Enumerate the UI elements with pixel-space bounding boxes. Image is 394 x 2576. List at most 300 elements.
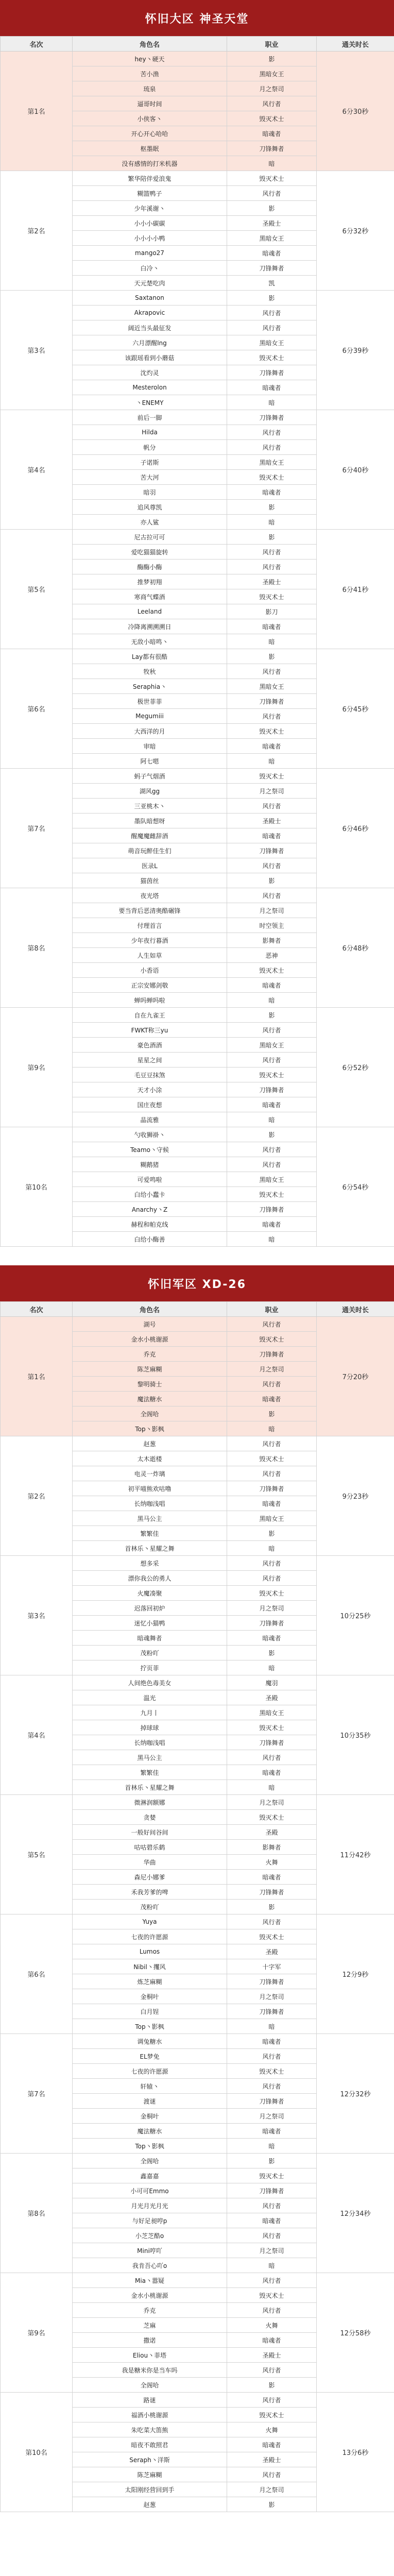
rank-header: 名次	[1, 37, 73, 52]
class-cell: 月之祭司	[227, 1362, 317, 1377]
character-name-cell: Mesterolon	[73, 380, 227, 395]
server-section	[0, 1265, 394, 2512]
class-cell: 影	[227, 649, 317, 664]
table-row	[1, 2154, 394, 2168]
class-cell: 影	[227, 500, 317, 515]
class-cell: 风行者	[227, 2198, 317, 2213]
clear-time-cell: 6分32秒	[317, 171, 394, 291]
class-cell: 刀锋舞者	[227, 694, 317, 709]
character-name-cell: 人生如草	[73, 948, 227, 963]
class-cell: 毁灭术士	[227, 589, 317, 604]
character-name-cell: 白给小蠢卡	[73, 1187, 227, 1202]
character-name-cell: 湖号	[73, 1317, 227, 1332]
class-cell: 暗魂者	[227, 126, 317, 141]
character-name-cell: 鑫嘉嘉	[73, 2168, 227, 2183]
class-cell: 毁灭术士	[227, 724, 317, 739]
class-cell: 月之祭司	[227, 2482, 317, 2497]
class-cell: 刀锋舞者	[227, 2094, 317, 2109]
class-cell: 毁灭术士	[227, 171, 317, 186]
character-name-cell: 七夜的许愿源	[73, 2064, 227, 2079]
rank-cell: 第7名	[1, 2034, 73, 2154]
class-cell: 暗魂者	[227, 828, 317, 843]
class-cell: 恶神	[227, 948, 317, 963]
class-cell: 影	[227, 2497, 317, 2512]
table-row	[1, 649, 394, 664]
clear-time-cell: 6分45秒	[317, 649, 394, 769]
rank-cell: 第1名	[1, 52, 73, 171]
character-name-cell: 正宗安娜剑敬	[73, 978, 227, 993]
character-name-cell: 拧页菲	[73, 1660, 227, 1675]
class-cell: 暗魂者	[227, 1870, 317, 1885]
class-header: 职业	[227, 37, 317, 52]
class-cell: 圣殿士	[227, 2348, 317, 2363]
section-gap	[0, 1247, 394, 1265]
character-name-cell: 电灵一炸璃	[73, 1466, 227, 1481]
time-header: 通关时长	[317, 37, 394, 52]
class-cell: 影	[227, 1406, 317, 1421]
character-name-cell: 牧秋	[73, 664, 227, 679]
class-cell: 影	[227, 1526, 317, 1541]
class-cell: 暗	[227, 634, 317, 649]
character-name-cell: 苦大河	[73, 470, 227, 485]
rank-cell: 第5名	[1, 530, 73, 649]
class-cell: 毁灭术士	[227, 350, 317, 365]
character-name-cell: 小香语	[73, 963, 227, 978]
table-header-row	[1, 1302, 394, 1317]
class-cell: 风行者	[227, 858, 317, 873]
class-cell: 毁灭术士	[227, 1451, 317, 1466]
character-name-cell: 掉球球	[73, 1720, 227, 1735]
character-name-cell: 琉泉	[73, 81, 227, 96]
clear-time-cell: 12分34秒	[317, 2154, 394, 2273]
character-name-cell: 长纳咖浅唱	[73, 1496, 227, 1511]
class-cell: 暗魂者	[227, 2124, 317, 2139]
class-cell: 暗魂者	[227, 739, 317, 754]
class-cell: 火舞	[227, 2422, 317, 2437]
character-name-cell: 撒诺	[73, 2333, 227, 2348]
class-cell: 风行者	[227, 1571, 317, 1586]
class-cell: 暗	[227, 1112, 317, 1127]
section-title: 怀旧大区 神圣天堂	[0, 0, 394, 36]
class-cell: 毁灭术士	[227, 1332, 317, 1347]
section-title: 怀旧军区 XD-26	[0, 1265, 394, 1301]
character-name-cell: 福酒小桃谢源	[73, 2408, 227, 2422]
character-name-cell: 迟落回初炉	[73, 1601, 227, 1616]
class-cell: 影	[227, 1646, 317, 1660]
character-name-cell: 猫茵丝	[73, 873, 227, 888]
table-row	[1, 1127, 394, 1142]
class-cell: 风行者	[227, 186, 317, 201]
class-cell: 风行者	[227, 2363, 317, 2378]
class-cell: 暗魂者	[227, 1631, 317, 1646]
character-name-cell: 蝉吗蝉吗啦	[73, 993, 227, 1008]
character-name-cell: 白给小酶善	[73, 1232, 227, 1247]
character-name-cell: 魔法糖水	[73, 1392, 227, 1406]
character-name-cell: 芝麻	[73, 2318, 227, 2333]
class-cell: 风行者	[227, 320, 317, 335]
class-cell: 风行者	[227, 1750, 317, 1765]
class-cell: 刀锋舞者	[227, 1481, 317, 1496]
character-name-cell: 小可可Emmo	[73, 2183, 227, 2198]
character-name-cell: 微淋润额娜	[73, 1795, 227, 1810]
table-row	[1, 410, 394, 425]
class-cell: 刀锋舞者	[227, 410, 317, 425]
character-name-cell: 七夜的许愿源	[73, 1929, 227, 1944]
character-name-cell: 逼哥时间	[73, 96, 227, 111]
rank-header: 名次	[1, 1302, 73, 1317]
class-cell: 影	[227, 2154, 317, 2168]
class-cell: 刀锋舞者	[227, 1202, 317, 1217]
character-name-cell: Top丶影枫	[73, 1421, 227, 1436]
character-name-cell: 要当背后恶清奥酷碾锋	[73, 903, 227, 918]
table-row	[1, 888, 394, 903]
class-cell: 暗魂者	[227, 1496, 317, 1511]
class-cell: 影	[227, 291, 317, 306]
class-cell: 刀锋舞者	[227, 1347, 317, 1362]
ranking-table	[0, 1301, 394, 2512]
class-cell: 暗魂者	[227, 619, 317, 634]
character-name-cell: 首林乐丶星耀之舞	[73, 1541, 227, 1556]
class-cell: 火舞	[227, 1855, 317, 1870]
class-cell: 风行者	[227, 1466, 317, 1481]
class-cell: 刀锋舞者	[227, 141, 317, 156]
class-cell: 暗	[227, 1421, 317, 1436]
class-cell: 影	[227, 1900, 317, 1914]
character-name-cell: 六月漂醒lng	[73, 335, 227, 350]
class-cell: 十字军	[227, 1959, 317, 1974]
character-name-cell: Mia丶嚣疑	[73, 2273, 227, 2288]
character-name-cell: 全阁哈	[73, 2154, 227, 2168]
class-cell: 风行者	[227, 1053, 317, 1067]
character-name-cell: Hilda	[73, 425, 227, 440]
character-name-cell: 一般好间谷间	[73, 1825, 227, 1840]
class-cell: 影	[227, 2378, 317, 2393]
class-cell: 影	[227, 201, 317, 216]
class-cell: 风行者	[227, 888, 317, 903]
character-name-cell: 可爱鸣啦	[73, 1172, 227, 1187]
clear-time-cell: 12分58秒	[317, 2273, 394, 2393]
character-name-cell: 墨队暗想呀	[73, 814, 227, 828]
character-name-cell: 咕咕碧乐鹤	[73, 1840, 227, 1855]
name-header: 角色名	[73, 1302, 227, 1317]
character-name-cell: 帆分	[73, 440, 227, 455]
class-cell: 暗魂者	[227, 2213, 317, 2228]
class-cell: 影	[227, 873, 317, 888]
time-header: 通关时长	[317, 1302, 394, 1317]
class-cell: 风行者	[227, 1377, 317, 1392]
class-cell: 魔羽	[227, 1675, 317, 1690]
character-name-cell: 黑马公主	[73, 1511, 227, 1526]
character-name-cell: 繁华陪伴爱浪鬼	[73, 171, 227, 186]
character-name-cell: 黑马公主	[73, 1750, 227, 1765]
character-name-cell: 我是糖米你是当车吗	[73, 2363, 227, 2378]
table-row	[1, 1556, 394, 1571]
class-cell: 风行者	[227, 1436, 317, 1451]
class-cell: 圣殿士	[227, 574, 317, 589]
character-name-cell: 白冷丶	[73, 261, 227, 276]
character-name-cell: 赵葱	[73, 1436, 227, 1451]
class-cell: 风行者	[227, 1142, 317, 1157]
character-name-cell: 醒魔魔雌辞酒	[73, 828, 227, 843]
character-name-cell: 迷忆小猫鸭	[73, 1616, 227, 1631]
class-cell: 风行者	[227, 2393, 317, 2408]
class-cell: 影	[227, 1127, 317, 1142]
character-name-cell: 糊鹅猪	[73, 1157, 227, 1172]
class-cell: 月之祭司	[227, 2109, 317, 2124]
character-name-cell: 极世菲菲	[73, 694, 227, 709]
class-cell: 风行者	[227, 425, 317, 440]
character-name-cell: 小侠客丶	[73, 111, 227, 126]
character-name-cell: 天元楚吃肉	[73, 276, 227, 291]
class-cell: 风行者	[227, 440, 317, 455]
character-name-cell: 小小小小鸭	[73, 231, 227, 246]
table-row	[1, 2273, 394, 2288]
class-cell: 刀锋舞者	[227, 365, 317, 380]
class-cell: 风行者	[227, 306, 317, 320]
ranking-table	[0, 36, 394, 1247]
class-cell: 毁灭术士	[227, 1187, 317, 1202]
character-name-cell: 国庄夜想	[73, 1097, 227, 1112]
character-name-cell: 陈芝麻糊	[73, 2467, 227, 2482]
class-cell: 刀锋舞者	[227, 1616, 317, 1631]
character-name-cell: 月光月光月光	[73, 2198, 227, 2213]
class-cell: 刀锋舞者	[227, 2004, 317, 2019]
class-cell: 圣殿	[227, 1690, 317, 1705]
character-name-cell: 追风尊凯	[73, 500, 227, 515]
class-cell: 毁灭术士	[227, 1810, 317, 1825]
table-row	[1, 52, 394, 66]
character-name-cell: Saxtanon	[73, 291, 227, 306]
class-cell: 暗魂者	[227, 2437, 317, 2452]
character-name-cell: 想多采	[73, 1556, 227, 1571]
character-name-cell: Eliou丶菲塔	[73, 2348, 227, 2363]
clear-time-cell: 6分46秒	[317, 769, 394, 888]
clear-time-cell: 6分39秒	[317, 291, 394, 410]
clear-time-cell: 6分40秒	[317, 410, 394, 530]
character-name-cell: Megumiii	[73, 709, 227, 724]
rank-cell: 第5名	[1, 1795, 73, 1914]
character-name-cell: Seraphia丶	[73, 679, 227, 694]
class-cell: 毁灭术士	[227, 111, 317, 126]
character-name-cell: 路谜	[73, 2393, 227, 2408]
character-name-cell: Akrapovic	[73, 306, 227, 320]
character-name-cell: 湖风gg	[73, 784, 227, 799]
character-name-cell: 前后一脚	[73, 410, 227, 425]
class-cell: 暗	[227, 1541, 317, 1556]
class-cell: 黑暗女王	[227, 1511, 317, 1526]
class-cell: 暗	[227, 754, 317, 769]
class-cell: 凯	[227, 276, 317, 291]
character-name-cell: Yuya	[73, 1914, 227, 1929]
class-cell: 毁灭术士	[227, 1586, 317, 1601]
class-cell: 风行者	[227, 1157, 317, 1172]
class-cell: 黑暗女王	[227, 66, 317, 81]
character-name-cell: 三亚桃木丶	[73, 799, 227, 814]
clear-time-cell: 6分41秒	[317, 530, 394, 649]
class-cell: 暗	[227, 515, 317, 530]
class-cell: 风行者	[227, 2228, 317, 2243]
class-cell: 风行者	[227, 664, 317, 679]
character-name-cell: Teamo丶守候	[73, 1142, 227, 1157]
character-name-cell: 乔克	[73, 1347, 227, 1362]
character-name-cell: 自在九雀王	[73, 1008, 227, 1023]
name-header: 角色名	[73, 37, 227, 52]
character-name-cell: 繁繁佳	[73, 1526, 227, 1541]
character-name-cell: 金桐叶	[73, 1989, 227, 2004]
class-cell: 风行者	[227, 1023, 317, 1038]
class-cell: 暗魂者	[227, 246, 317, 261]
class-cell: 圣殿	[227, 1944, 317, 1959]
character-name-cell: 朱吃菜大笛熊	[73, 2422, 227, 2437]
class-cell: 暗	[227, 1232, 317, 1247]
character-name-cell: 小芝芝酷o	[73, 2228, 227, 2243]
class-cell: 毁灭术士	[227, 1067, 317, 1082]
character-name-cell: 森尼小娜爹	[73, 1870, 227, 1885]
character-name-cell: 金水小桃谢源	[73, 1332, 227, 1347]
class-cell: 风行者	[227, 560, 317, 574]
character-name-cell: 没有感情的打米机器	[73, 156, 227, 171]
character-name-cell: 太阳刚经营回到手	[73, 2482, 227, 2497]
character-name-cell: 渡谜	[73, 2094, 227, 2109]
rank-cell: 第6名	[1, 649, 73, 769]
class-cell: 火舞	[227, 2318, 317, 2333]
rank-cell: 第6名	[1, 1914, 73, 2034]
character-name-cell: 暗羽	[73, 485, 227, 500]
character-name-cell: 赵葱	[73, 2497, 227, 2512]
character-name-cell: 无敌小暗鸣丶	[73, 634, 227, 649]
character-name-cell: mango27	[73, 246, 227, 261]
clear-time-cell: 6分48秒	[317, 888, 394, 1008]
clear-time-cell: 12分9秒	[317, 1914, 394, 2034]
rank-cell: 第9名	[1, 1008, 73, 1127]
rank-cell: 第8名	[1, 888, 73, 1008]
class-cell: 风行者	[227, 1556, 317, 1571]
character-name-cell: 禾我芳爹的啤	[73, 1885, 227, 1900]
class-cell: 风行者	[227, 1914, 317, 1929]
character-name-cell: 金桐叶	[73, 2109, 227, 2124]
character-name-cell: 魔法糖水	[73, 2124, 227, 2139]
character-name-cell: Anarchy丶Z	[73, 1202, 227, 1217]
class-cell: 暗魂者	[227, 2333, 317, 2348]
clear-time-cell: 6分52秒	[317, 1008, 394, 1127]
class-header: 职业	[227, 1302, 317, 1317]
class-cell: 风行者	[227, 1317, 317, 1332]
character-name-cell: 星星之间	[73, 1053, 227, 1067]
table-row	[1, 530, 394, 545]
character-name-cell: 赫程和帕克线	[73, 1217, 227, 1232]
table-row	[1, 1795, 394, 1810]
class-cell: 毁灭术士	[227, 769, 317, 784]
character-name-cell: 首林乐丶星耀之舞	[73, 1780, 227, 1795]
table-row	[1, 1675, 394, 1690]
class-cell: 影	[227, 52, 317, 66]
class-cell: 黑暗女王	[227, 679, 317, 694]
character-name-cell: 小小小碳碳	[73, 216, 227, 231]
character-name-cell: 华曲	[73, 1855, 227, 1870]
class-cell: 毁灭术士	[227, 470, 317, 485]
clear-time-cell: 9分23秒	[317, 1436, 394, 1556]
character-name-cell: 调兔糖水	[73, 2034, 227, 2049]
character-name-cell: 温光	[73, 1690, 227, 1705]
server-section	[0, 0, 394, 1247]
character-name-cell: 子诺斯	[73, 455, 227, 470]
class-cell: 暗魂者	[227, 978, 317, 993]
character-name-cell: 金水小桃谢源	[73, 2288, 227, 2303]
class-cell: 圣殿士	[227, 216, 317, 231]
character-name-cell: 茂粉吖	[73, 1900, 227, 1914]
character-name-cell: 全阁哈	[73, 1406, 227, 1421]
character-name-cell: FWKT称三yu	[73, 1023, 227, 1038]
character-name-cell: hey丶硬天	[73, 52, 227, 66]
class-cell: 黑暗女王	[227, 455, 317, 470]
character-name-cell: 天才小涂	[73, 1082, 227, 1097]
table-row	[1, 1914, 394, 1929]
character-name-cell: 豪色酒酒	[73, 1038, 227, 1053]
class-cell: 月之祭司	[227, 903, 317, 918]
class-cell: 黑暗女王	[227, 335, 317, 350]
clear-time-cell: 10分25秒	[317, 1556, 394, 1675]
class-cell: 暗魂者	[227, 485, 317, 500]
class-cell: 风行者	[227, 2079, 317, 2094]
class-cell: 风行者	[227, 2273, 317, 2288]
class-cell: 暗魂者	[227, 380, 317, 395]
character-name-cell: 毛豆豆抹煞	[73, 1067, 227, 1082]
character-name-cell: 人间绝色毒美女	[73, 1675, 227, 1690]
character-name-cell: 审暗	[73, 739, 227, 754]
class-cell: 暗	[227, 1660, 317, 1675]
class-cell: 风行者	[227, 96, 317, 111]
character-name-cell: 长纳咖浅唱	[73, 1735, 227, 1750]
character-name-cell: 白月锃	[73, 2004, 227, 2019]
rank-cell: 第1名	[1, 1317, 73, 1436]
character-name-cell: Lumos	[73, 1944, 227, 1959]
rank-cell: 第4名	[1, 1675, 73, 1795]
character-name-cell: 萌音玩醉佳生们	[73, 843, 227, 858]
class-cell: 毁灭术士	[227, 963, 317, 978]
clear-time-cell: 12分32秒	[317, 2034, 394, 2154]
clear-time-cell: 6分30秒	[317, 52, 394, 171]
class-cell: 暗	[227, 156, 317, 171]
character-name-cell: 大西洋的月	[73, 724, 227, 739]
character-name-cell: 火魔凑聚	[73, 1586, 227, 1601]
class-cell: 暗	[227, 2019, 317, 2034]
character-name-cell: Nibil丶攫风	[73, 1959, 227, 1974]
rank-cell: 第10名	[1, 1127, 73, 1247]
character-name-cell: 晶流雅	[73, 1112, 227, 1127]
class-cell: 风行者	[227, 2303, 317, 2318]
character-name-cell: 阔近当头最征发	[73, 320, 227, 335]
table-row	[1, 1317, 394, 1332]
class-cell: 暗魂者	[227, 1765, 317, 1780]
character-name-cell: 付理首言	[73, 918, 227, 933]
class-cell: 毁灭术士	[227, 1720, 317, 1735]
class-cell: 月之祭司	[227, 2243, 317, 2258]
class-cell: 暗魂者	[227, 1097, 317, 1112]
class-cell: 影	[227, 1008, 317, 1023]
character-name-cell: 蚂子气烟酒	[73, 769, 227, 784]
class-cell: 毁灭术士	[227, 2168, 317, 2183]
class-cell: 黑暗女王	[227, 1172, 317, 1187]
class-cell: 刀锋舞者	[227, 1974, 317, 1989]
clear-time-cell: 10分35秒	[317, 1675, 394, 1795]
rank-cell: 第3名	[1, 1556, 73, 1675]
rank-cell: 第3名	[1, 291, 73, 410]
character-name-cell: Seraph丶洋斯	[73, 2452, 227, 2467]
character-name-cell: 漂你我公的勇人	[73, 1571, 227, 1586]
character-name-cell: 酶酶小酶	[73, 560, 227, 574]
class-cell: 暗	[227, 395, 317, 410]
class-cell: 刀锋舞者	[227, 261, 317, 276]
